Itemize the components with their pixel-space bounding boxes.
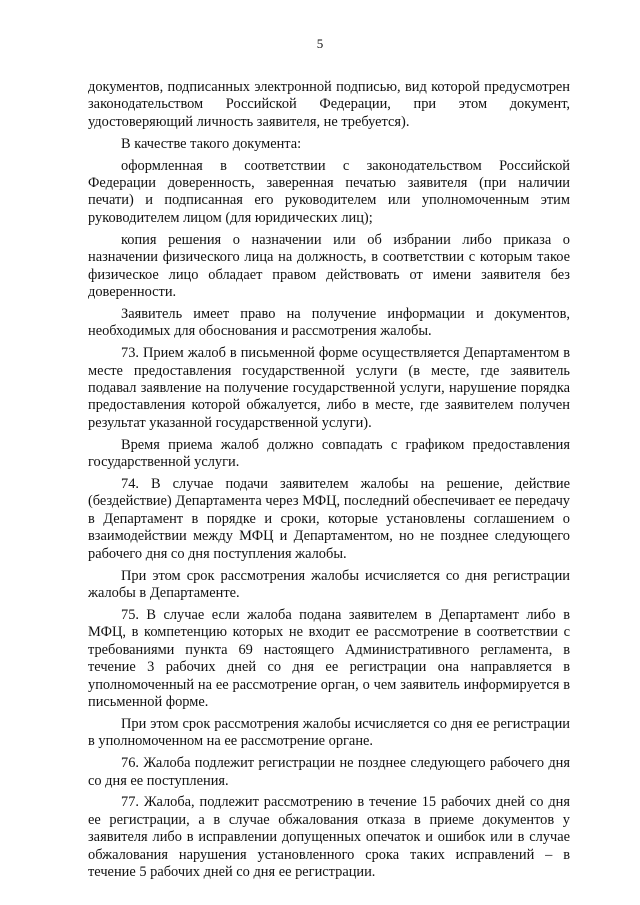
- paragraph: Заявитель имеет право на получение информации и документов, необходимых для обоснования и рассмотрения жалобы.: [88, 305, 570, 340]
- paragraph: 74. В случае подачи заявителем жалобы на решение, действие (бездействие) Департамента через МФЦ, последний обеспечивает ее передачу в Департамент в порядке и сроки, которые установлены соглашением о взаимодействии между МФЦ и Департаментом, но не позднее следующего рабочего дня со дня поступления жалобы.: [88, 476, 570, 562]
- paragraph: копия решения о назначении или об избрании либо приказа о назначении физического лица на должность, в соответствии с которым такое физическое лицо обладает правом действовать от имени заявителя без доверенности.: [88, 231, 570, 300]
- paragraph: 77. Жалоба, подлежит рассмотрению в течение 15 рабочих дней со дня ее регистрации, а в случае обжалования отказа в приеме документов у заявителя либо в исправлении допущенных опечаток и ошибок или в случае обжалования нарушения установленного срока таких исправлений – в течение 5 рабочих дней со дня ее регистрации.: [88, 794, 570, 881]
- paragraph: документов, подписанных электронной подписью, вид которой предусмотрен законодательством Российской Федерации, при этом документ, удостоверяющий личность заявителя, не требуется).: [88, 79, 570, 130]
- paragraph: Время приема жалоб должно совпадать с графиком предоставления государственной услуги.: [88, 436, 570, 471]
- paragraph: При этом срок рассмотрения жалобы исчисляется со дня регистрации жалобы в Департаменте.: [88, 567, 570, 601]
- paragraph: 76. Жалоба подлежит регистрации не позднее следующего рабочего дня со дня ее поступления.: [88, 755, 570, 789]
- document-body: [88, 79, 570, 886]
- paragraph: оформленная в соответствии с законодательством Российской Федерации доверенность, заверенная печатью заявителя (при наличии печати) и подписанная его руководителем или уполномоченным этим руководителем лицом (для юридических лиц);: [88, 157, 570, 226]
- paragraph: В качестве такого документа:: [121, 135, 302, 152]
- paragraph: 73. Прием жалоб в письменной форме осуществляется Департаментом в месте предоставления государственной услуги (в месте, где заявитель подавал заявление на получение государственной услуги, нарушение порядка предоставления которой обжалуется, либо в месте, где заявителем получен результат указанной государственной услуги).: [88, 345, 570, 431]
- page-number: 5: [316, 36, 324, 51]
- paragraph: При этом срок рассмотрения жалобы исчисляется со дня ее регистрации в уполномоченном на ее рассмотрение органе.: [88, 715, 570, 750]
- paragraph: 75. В случае если жалоба подана заявителем в Департамент либо в МФЦ, в компетенцию которых не входит ее рассмотрение в соответствии с требованиями пункта 69 настоящего Административного регламента, в течение 3 рабочих дней со дня ее регистрации она направляется в уполномоченный на ее рассмотрение орган, о чем заявитель информируется в письменной форме.: [88, 606, 570, 710]
